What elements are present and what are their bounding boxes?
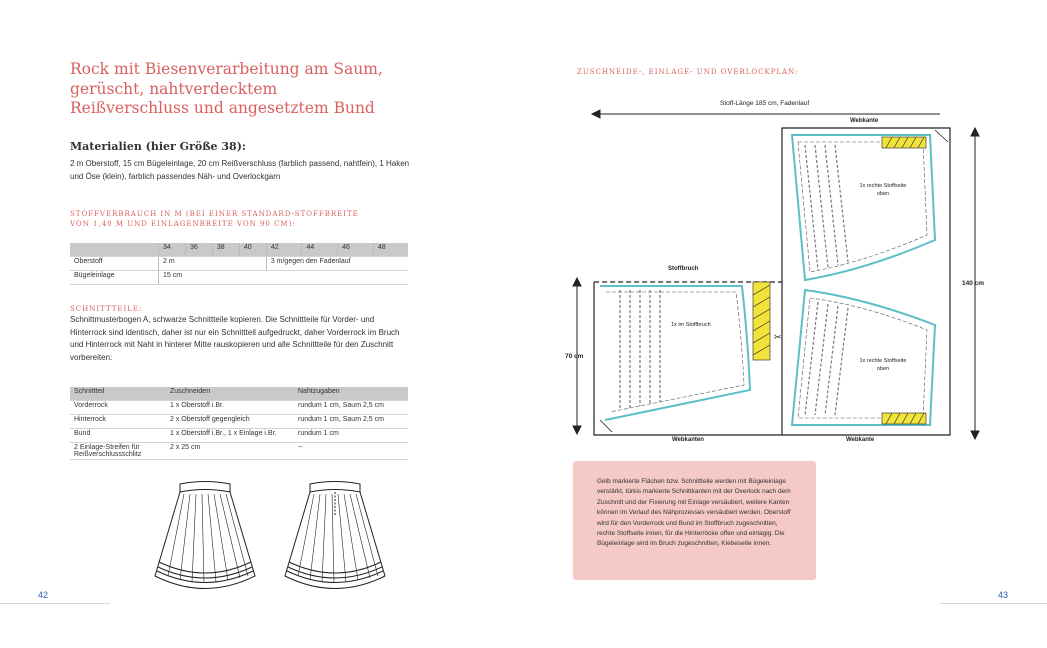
- pattern-parts-text: Schnittmusterbogen A, schwarze Schnittteile kopieren. Die Schnittteile für Vorder- und Hinterrock sind identisch, daher ist nur ein Schnittteil aufgedruckt, daher Vorderrock im Bruch und Hinterrock mit Naht in hinterer Mitte rauskopieren und alle Schnittteile für den Zuschnitt vorbereiten:: [70, 315, 400, 362]
- webkanten-bottom-label: Webkanten: [672, 437, 704, 443]
- piece-bottom-label: 1x rechte Stoffseite oben: [859, 358, 907, 372]
- column-header: Zuschneiden: [166, 387, 294, 401]
- table-row: [70, 443, 408, 460]
- skirt-piece-fold: [600, 282, 770, 420]
- stoffbruch-label: Stoffbruch: [668, 266, 699, 272]
- table-row: [70, 401, 408, 415]
- table-cell: 1 x Oberstoff i.Br., 1 x Einlage i.Br.: [166, 429, 294, 443]
- size-cell: 44: [302, 243, 338, 257]
- materials-text: 2 m Oberstoff, 15 cm Bügeleinlage, 20 cm Reißverschluss (farblich passend, nahtfein), 1 Haken und Öse (klein), farblich passendes Näh- und Overlockgarn: [70, 159, 410, 181]
- table-cell: Vorderrock: [70, 401, 166, 415]
- row-value: 2 m: [159, 257, 267, 271]
- cutting-plan-diagram: [560, 90, 1000, 455]
- label-140cm: 140 cm: [962, 280, 985, 287]
- webkante-top-label: Webkante: [850, 118, 879, 124]
- size-cell: 46: [338, 243, 374, 257]
- table-cell: 2 x Oberstoff gegengleich: [166, 415, 294, 429]
- row-value: 15 cm: [159, 271, 409, 285]
- fabric-usage-heading: STOFFVERBRAUCH IN M (BEI EINER STANDARD-STOFFBREITE VON 1,40 M UND EINLAGENBREITE VON 90 CM):: [70, 210, 359, 228]
- page-rule-right: [940, 603, 1047, 604]
- table-cell: Hinterrock: [70, 415, 166, 429]
- table-cell: rundum 1 cm, Saum 2,5 cm: [294, 415, 408, 429]
- table-cell: 2 Einlage-Streifen für Reißverschlussschlitz: [70, 443, 166, 460]
- skirt-piece-top: [792, 135, 935, 280]
- label-70cm: 70 cm: [565, 353, 584, 360]
- page-rule-left: [0, 603, 110, 604]
- table-cell: --: [294, 443, 408, 460]
- table-row: [70, 429, 408, 443]
- materials-heading: Materialien (hier Größe 38):: [70, 140, 246, 153]
- piece-top-label: 1x rechte Stoffseite oben: [859, 183, 907, 197]
- table-cell: Bund: [70, 429, 166, 443]
- size-cell: 48: [373, 243, 408, 257]
- length-label: Stoff-Länge 185 cm, Fadenlauf: [720, 100, 810, 107]
- skirt-front-drawing: [155, 482, 255, 589]
- size-cell: 34: [159, 243, 186, 257]
- row-label: Oberstoff: [70, 257, 159, 271]
- table-row: [70, 257, 408, 271]
- skirt-illustration: [150, 476, 410, 606]
- size-cell: 42: [266, 243, 302, 257]
- page-number-left: 42: [38, 590, 49, 600]
- page-number-right: 43: [998, 590, 1009, 600]
- column-header: Schnittteil: [70, 387, 166, 401]
- column-header: Nahtzugaben: [294, 387, 408, 401]
- skirt-back-drawing: [285, 482, 385, 589]
- fabric-usage-table: [70, 243, 408, 285]
- table-cell: 2 x 25 cm: [166, 443, 294, 460]
- row-label: Bügeleinlage: [70, 271, 159, 285]
- table-row: [70, 415, 408, 429]
- cutting-plan-heading: ZUSCHNEIDE-, EINLAGE- UND OVERLOCKPLAN:: [577, 68, 799, 76]
- pattern-parts-heading: SCHNITTTEILE:: [70, 305, 143, 313]
- table-row: [70, 271, 408, 285]
- row-value: 3 m/gegen den Fadenlauf: [266, 257, 408, 271]
- note-text: Gelb markierte Flächen bzw. Schnittteile werden mit Bügeleinlage verstärkt, türkis markierte Schnittkanten mit der Overlock nach dem Zuschnitt und der Fixierung mit Einlage versäubert, weitere Kanten können im Verlauf des Nähprozesses versäubert werden. Oberstoff wird für den Vorderrock und Bund im Stoffbruch zugeschnitten, rechte Stoffseite innen, für die Hinterröcke offen und einlagig. Die Bügeleinlage wird im Bruch zugeschnitten, Klebeseite innen.: [597, 478, 791, 548]
- table-cell: 1 x Oberstoff i.Br.: [166, 401, 294, 415]
- length-arrowhead: [592, 110, 600, 118]
- table-header-row: [70, 243, 408, 257]
- page-title: Rock mit Biesenverarbeitung am Saum, gerüscht, nahtverdecktem Reißverschluss und angesetztem Bund: [70, 60, 383, 117]
- table-cell: rundum 1 cm, Saum 2,5 cm: [294, 401, 408, 415]
- table-cell: rundum 1 cm: [294, 429, 408, 443]
- webkante-bottom-label: Webkante: [846, 437, 875, 443]
- size-cell: 38: [212, 243, 239, 257]
- scissors-icon: ✂: [774, 332, 782, 342]
- table-header-row: [70, 387, 408, 401]
- size-cell: 40: [239, 243, 266, 257]
- pattern-parts-table: [70, 387, 408, 460]
- size-cell: 36: [185, 243, 212, 257]
- piece-fold-label: 1x im Stoffbruch: [671, 322, 711, 328]
